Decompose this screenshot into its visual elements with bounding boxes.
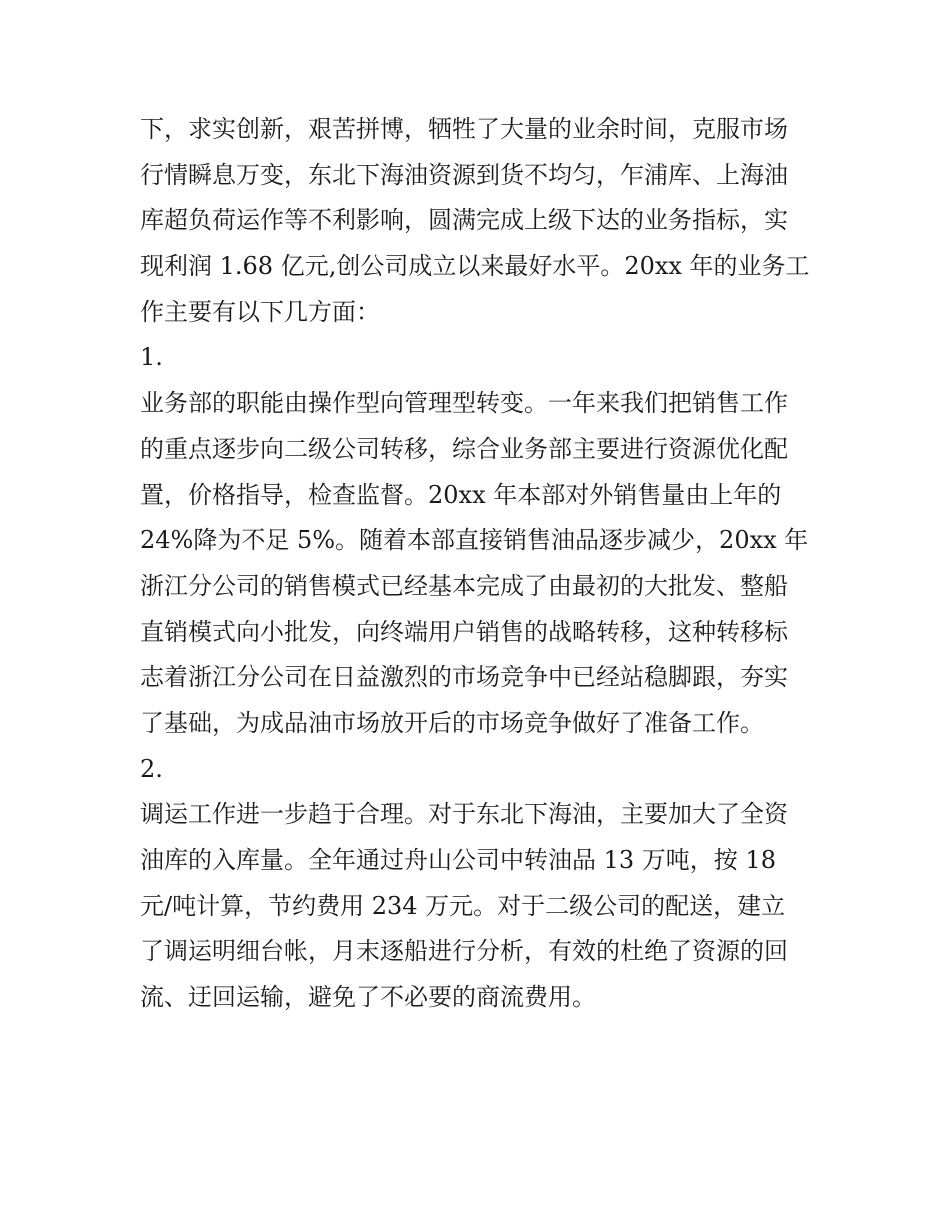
section-number-2: 2. xyxy=(140,754,163,783)
text-line: 的重点逐步向二级公司转移，综合业务部主要进行资源优化配 xyxy=(140,434,788,463)
text-line: 业务部的职能由操作型向管理型转变。一年来我们把销售工作 xyxy=(140,389,788,418)
text-line: 元/吨计算，节约费用 234 万元。对于二级公司的配送，建立 xyxy=(140,891,786,920)
text-line: 置，价格指导，检查监督。20xx 年本部对外销售量由上年的 xyxy=(140,480,782,509)
text-line: 行情瞬息万变，东北下海油资源到货不均匀，乍浦库、上海油 xyxy=(140,160,788,189)
text-line: 24%降为不足 5%。随着本部直接销售油品逐步减少，20xx 年 xyxy=(140,526,809,555)
document-body xyxy=(140,107,820,1021)
text-line: 志着浙江分公司在日益激烈的市场竞争中已经站稳脚跟，夯实 xyxy=(140,663,788,692)
text-line: 油库的入库量。全年通过舟山公司中转油品 13 万吨，按 18 xyxy=(140,846,776,874)
text-line: 流、迂回运输，避免了不必要的商流费用。 xyxy=(140,983,596,1012)
text-line: 了基础，为成品油市场放开后的市场竞争做好了准备工作。 xyxy=(140,708,764,737)
text-line: 下，求实创新，艰苦拼博，牺牲了大量的业余时间，克服市场 xyxy=(140,115,788,143)
text-line: 现利润 1.68 亿元,创公司成立以来最好水平。20xx 年的业务工 xyxy=(140,252,810,281)
text-line: 作主要有以下几方面： xyxy=(140,297,380,326)
text-line: 浙江分公司的销售模式已经基本完成了由最初的大批发、整船 xyxy=(140,571,788,600)
text-line: 调运工作进一步趋于合理。对于东北下海油，主要加大了全资 xyxy=(140,800,788,829)
text-line: 库超负荷运作等不利影响，圆满完成上级下达的业务指标，实 xyxy=(140,206,788,235)
text-line: 直销模式向小批发，向终端用户销售的战略转移，这种转移标 xyxy=(140,617,788,646)
section-number-1: 1. xyxy=(140,343,163,372)
text-line: 了调运明细台帐，月末逐船进行分析，有效的杜绝了资源的回 xyxy=(140,937,788,966)
